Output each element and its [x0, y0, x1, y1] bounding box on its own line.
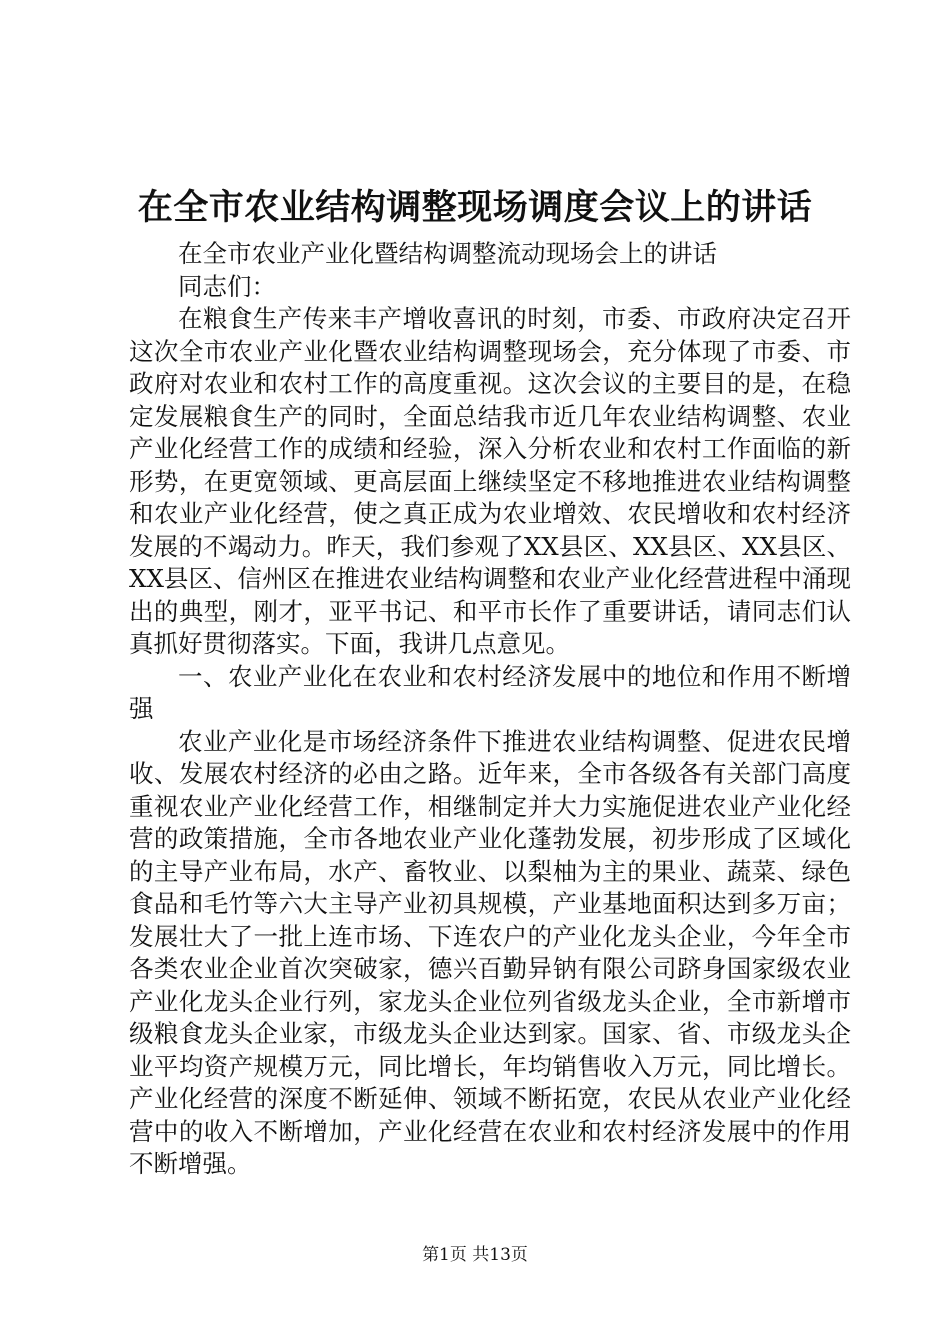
- document-title: 在全市农业结构调整现场调度会议上的讲话: [137, 187, 813, 228]
- salutation-paragraph: 同志们：: [178, 271, 276, 301]
- subtitle-paragraph: 在全市农业产业化暨结构调整流动现场会上的讲话: [178, 239, 717, 268]
- section-heading: 一、农业产业化在农业和农村经济发展中的地位和作用不断增强: [129, 661, 851, 723]
- document-body: [129, 238, 851, 1181]
- page-number-footer: 第1页 共13页: [422, 1245, 528, 1265]
- body-paragraph: 农业产业化是市场经济条件下推进农业结构调整、促进农民增收、发展农村经济的必由之路。近年来，全市各级各有关部门高度重视农业产业化经营工作，相继制定并大力实施促进农业产业化经营的政策措施，全市各地农业产业化蓬勃发展，初步形成了区域化的主导产业布局，水产、畜牧业、以梨柚为主的果业、蔬菜、绿色食品和毛竹等六大主导产业初具规模，产业基地面积达到多万亩；发展壮大了一批上连市场、下连农户的产业化龙头企业，今年全市各类农业企业首次突破家，德兴百勤异钠有限公司跻身国家级农业产业化龙头企业行列，家龙头企业位列省级龙头企业，全市新增市级粮食龙头企业家，市级龙头企业达到家。国家、省、市级龙头企业平均资产规模万元，同比增长，年均销售收入万元，同比增长。产业化经营的深度不断延伸、领域不断拓宽，农民从农业产业化经营中的收入不断增加，产业化经营在农业和农村经济发展中的作用不断增强。: [129, 726, 851, 1178]
- body-paragraph: 在粮食生产传来丰产增收喜讯的时刻，市委、市政府决定召开这次全市农业产业化暨农业结构调整现场会，充分体现了市委、市政府对农业和农村工作的高度重视。这次会议的主要目的是，在稳定发展粮食生产的同时，全面总结我市近几年农业结构调整、农业产业化经营工作的成绩和经验，深入分析农业和农村工作面临的新形势，在更宽领域、更高层面上继续坚定不移地推进农业结构调整和农业产业化经营，使之真正成为农业增效、农民增收和农村经济发展的不竭动力。昨天，我们参观了XX县区、XX县区、XX县区、XX县区、信州区在推进农业结构调整和农业产业化经营进程中涌现出的典型，刚才，亚平书记、和平市长作了重要讲话，请同志们认真抓好贯彻落实。下面，我讲几点意见。: [129, 304, 851, 658]
